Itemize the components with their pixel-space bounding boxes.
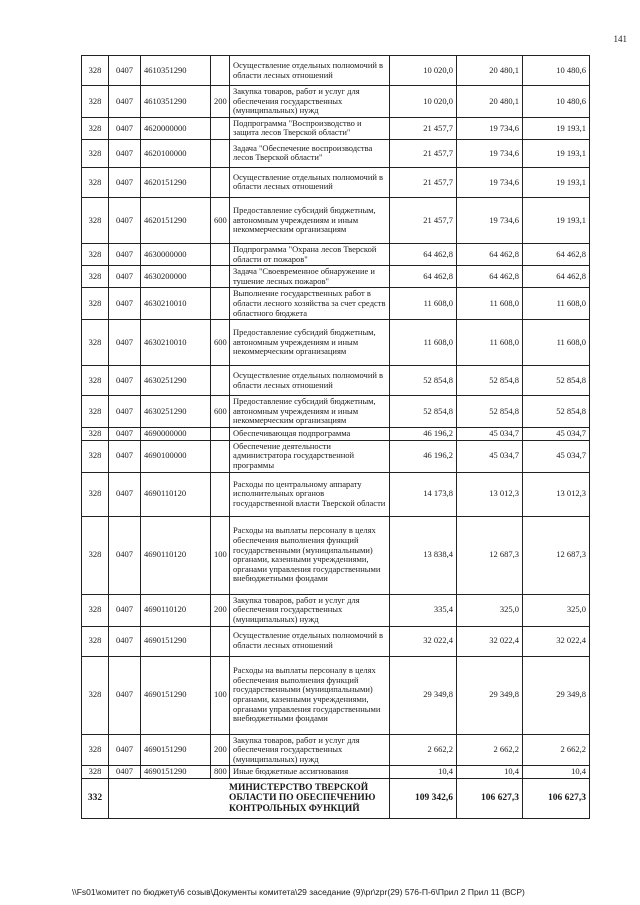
table-row	[82, 243, 590, 265]
amount-year-2-cell: 64 462,8	[457, 266, 523, 288]
table-row	[82, 56, 590, 86]
amount-year-1-cell: 21 457,7	[390, 117, 457, 139]
code-cell: 328	[82, 656, 109, 734]
code-cell: 328	[82, 56, 109, 86]
code-cell: 328	[82, 516, 109, 594]
target-article-cell: 4610351290	[141, 86, 211, 118]
target-article-cell: 4690100000	[141, 440, 211, 472]
amount-year-3-cell: 52 854,8	[523, 366, 590, 396]
expense-type-cell: 200	[211, 594, 230, 626]
target-article-cell: 4620000000	[141, 117, 211, 139]
total-year-1-cell: 109 342,6	[390, 778, 457, 818]
item-name-cell: Осуществление отдельных полномочий в области лесных отношений	[230, 167, 390, 197]
table-row	[82, 139, 590, 167]
amount-year-3-cell: 45 034,7	[523, 428, 590, 441]
section-code-cell: 0407	[109, 117, 141, 139]
amount-year-2-cell: 11 608,0	[457, 320, 523, 366]
amount-year-3-cell: 13 012,3	[523, 472, 590, 516]
section-code-cell: 0407	[109, 594, 141, 626]
amount-year-3-cell: 12 687,3	[523, 516, 590, 594]
code-cell: 328	[82, 197, 109, 243]
table-row	[82, 440, 590, 472]
code-cell: 328	[82, 243, 109, 265]
target-article-cell: 4690151290	[141, 626, 211, 656]
expense-type-cell	[211, 472, 230, 516]
table-row	[82, 516, 590, 594]
amount-year-3-cell: 45 034,7	[523, 440, 590, 472]
amount-year-1-cell: 11 608,0	[390, 288, 457, 320]
section-code-cell: 0407	[109, 396, 141, 428]
amount-year-3-cell: 64 462,8	[523, 243, 590, 265]
amount-year-2-cell: 20 480,1	[457, 56, 523, 86]
amount-year-1-cell: 13 838,4	[390, 516, 457, 594]
code-cell: 328	[82, 366, 109, 396]
expense-type-cell	[211, 266, 230, 288]
table-row	[82, 320, 590, 366]
amount-year-1-cell: 46 196,2	[390, 428, 457, 441]
item-name-cell: Осуществление отдельных полномочий в области лесных отношений	[230, 626, 390, 656]
item-name-cell: Осуществление отдельных полномочий в области лесных отношений	[230, 56, 390, 86]
expense-type-cell: 100	[211, 516, 230, 594]
table-row	[82, 734, 590, 766]
item-name-cell: Предоставление субсидий бюджетным, автономным учреждениям и иным некоммерческим организациям	[230, 197, 390, 243]
code-cell: 328	[82, 626, 109, 656]
amount-year-1-cell: 21 457,7	[390, 167, 457, 197]
code-cell: 328	[82, 396, 109, 428]
amount-year-2-cell: 32 022,4	[457, 626, 523, 656]
amount-year-2-cell: 20 480,1	[457, 86, 523, 118]
table-row	[82, 86, 590, 118]
target-article-cell: 4620151290	[141, 167, 211, 197]
total-year-2-cell: 106 627,3	[457, 778, 523, 818]
amount-year-2-cell: 52 854,8	[457, 396, 523, 428]
section-code-cell: 0407	[109, 626, 141, 656]
amount-year-2-cell: 11 608,0	[457, 288, 523, 320]
table-row	[82, 472, 590, 516]
code-cell: 328	[82, 320, 109, 366]
amount-year-2-cell: 52 854,8	[457, 366, 523, 396]
code-cell: 328	[82, 266, 109, 288]
target-article-cell: 4690151290	[141, 766, 211, 779]
item-name-cell: Подпрограмма "Охрана лесов Тверской области от пожаров"	[230, 243, 390, 265]
item-name-cell: Расходы на выплаты персоналу в целях обеспечения выполнения функций государственными (муниципальными) органами, казенными учреждениями, органами управления государственными внебюджетными фондами	[230, 516, 390, 594]
item-name-cell: Иные бюджетные ассигнования	[230, 766, 390, 779]
amount-year-3-cell: 11 608,0	[523, 320, 590, 366]
expense-type-cell	[211, 117, 230, 139]
table-row	[82, 366, 590, 396]
expense-type-cell	[211, 139, 230, 167]
table-row	[82, 266, 590, 288]
amount-year-2-cell: 325,0	[457, 594, 523, 626]
section-code-cell: 0407	[109, 440, 141, 472]
table-row	[82, 396, 590, 428]
section-code-cell: 0407	[109, 56, 141, 86]
amount-year-1-cell: 32 022,4	[390, 626, 457, 656]
amount-year-1-cell: 29 349,8	[390, 656, 457, 734]
section-code-cell: 0407	[109, 734, 141, 766]
target-article-cell: 4630251290	[141, 366, 211, 396]
code-cell: 328	[82, 734, 109, 766]
item-name-cell: Закупка товаров, работ и услуг для обеспечения государственных (муниципальных) нужд	[230, 594, 390, 626]
section-code-cell: 0407	[109, 197, 141, 243]
amount-year-3-cell: 19 193,1	[523, 117, 590, 139]
section-code-cell: 0407	[109, 366, 141, 396]
amount-year-2-cell: 12 687,3	[457, 516, 523, 594]
amount-year-1-cell: 21 457,7	[390, 197, 457, 243]
expense-type-cell	[211, 440, 230, 472]
amount-year-2-cell: 29 349,8	[457, 656, 523, 734]
code-cell: 328	[82, 288, 109, 320]
target-article-cell: 4630251290	[141, 396, 211, 428]
amount-year-1-cell: 2 662,2	[390, 734, 457, 766]
expense-type-cell	[211, 167, 230, 197]
expense-type-cell	[211, 243, 230, 265]
footer-file-path: \\Fs01\комитет по бюджету\6 созыв\Документы комитета\29 заседание (9)\pr\zpr(29) 576-П-6\Прил 2 Прил 11 (ВСР)	[72, 887, 525, 897]
amount-year-1-cell: 64 462,8	[390, 243, 457, 265]
amount-year-3-cell: 64 462,8	[523, 266, 590, 288]
expense-type-cell	[211, 288, 230, 320]
amount-year-1-cell: 11 608,0	[390, 320, 457, 366]
expense-type-cell	[211, 428, 230, 441]
amount-year-1-cell: 52 854,8	[390, 366, 457, 396]
amount-year-3-cell: 10 480,6	[523, 86, 590, 118]
code-cell: 328	[82, 766, 109, 779]
amount-year-3-cell: 32 022,4	[523, 626, 590, 656]
amount-year-2-cell: 19 734,6	[457, 167, 523, 197]
amount-year-2-cell: 2 662,2	[457, 734, 523, 766]
amount-year-3-cell: 10 480,6	[523, 56, 590, 86]
code-cell: 328	[82, 139, 109, 167]
amount-year-3-cell: 2 662,2	[523, 734, 590, 766]
expense-type-cell: 200	[211, 734, 230, 766]
amount-year-2-cell: 45 034,7	[457, 440, 523, 472]
expense-type-cell	[211, 56, 230, 86]
item-name-cell: Расходы по центральному аппарату исполнительных органов государственной власти Тверской области	[230, 472, 390, 516]
table-row	[82, 167, 590, 197]
target-article-cell: 4690000000	[141, 428, 211, 441]
section-code-cell: 0407	[109, 266, 141, 288]
budget-table-body	[82, 56, 590, 819]
section-code-cell: 0407	[109, 243, 141, 265]
code-cell: 328	[82, 117, 109, 139]
target-article-cell: 4690110120	[141, 472, 211, 516]
expense-type-cell: 600	[211, 197, 230, 243]
section-code-cell: 0407	[109, 167, 141, 197]
expense-type-cell: 800	[211, 766, 230, 779]
item-name-cell: Закупка товаров, работ и услуг для обеспечения государственных (муниципальных) нужд	[230, 734, 390, 766]
amount-year-3-cell: 325,0	[523, 594, 590, 626]
item-name-cell: Закупка товаров, работ и услуг для обеспечения государственных (муниципальных) нужд	[230, 86, 390, 118]
table-row	[82, 656, 590, 734]
section-code-cell: 0407	[109, 139, 141, 167]
amount-year-1-cell: 14 173,8	[390, 472, 457, 516]
total-name-cell: МИНИСТЕРСТВО ТВЕРСКОЙ ОБЛАСТИ ПО ОБЕСПЕЧЕНИЮ КОНТРОЛЬНЫХ ФУНКЦИЙ	[109, 778, 390, 818]
code-cell: 328	[82, 428, 109, 441]
item-name-cell: Задача "Обеспечение воспроизводства лесов Тверской области"	[230, 139, 390, 167]
section-code-cell: 0407	[109, 656, 141, 734]
amount-year-3-cell: 19 193,1	[523, 167, 590, 197]
code-cell: 328	[82, 472, 109, 516]
table-row	[82, 626, 590, 656]
amount-year-1-cell: 10 020,0	[390, 86, 457, 118]
item-name-cell: Подпрограмма "Воспроизводство и защита лесов Тверской области"	[230, 117, 390, 139]
target-article-cell: 4610351290	[141, 56, 211, 86]
code-cell: 328	[82, 86, 109, 118]
amount-year-1-cell: 10 020,0	[390, 56, 457, 86]
target-article-cell: 4620100000	[141, 139, 211, 167]
amount-year-3-cell: 52 854,8	[523, 396, 590, 428]
section-code-cell: 0407	[109, 320, 141, 366]
target-article-cell: 4630210010	[141, 288, 211, 320]
expense-type-cell: 600	[211, 320, 230, 366]
amount-year-1-cell: 46 196,2	[390, 440, 457, 472]
total-year-3-cell: 106 627,3	[523, 778, 590, 818]
expense-type-cell	[211, 626, 230, 656]
expense-type-cell	[211, 366, 230, 396]
expense-type-cell: 100	[211, 656, 230, 734]
amount-year-2-cell: 64 462,8	[457, 243, 523, 265]
amount-year-2-cell: 13 012,3	[457, 472, 523, 516]
code-cell: 328	[82, 594, 109, 626]
amount-year-1-cell: 10,4	[390, 766, 457, 779]
code-cell: 328	[82, 167, 109, 197]
amount-year-1-cell: 335,4	[390, 594, 457, 626]
amount-year-2-cell: 19 734,6	[457, 139, 523, 167]
table-row	[82, 117, 590, 139]
target-article-cell: 4690151290	[141, 734, 211, 766]
budget-table	[81, 55, 590, 819]
section-code-cell: 0407	[109, 428, 141, 441]
item-name-cell: Предоставление субсидий бюджетным, автономным учреждениям и иным некоммерческим организациям	[230, 320, 390, 366]
section-code-cell: 0407	[109, 472, 141, 516]
target-article-cell: 4690151290	[141, 656, 211, 734]
amount-year-3-cell: 19 193,1	[523, 197, 590, 243]
section-code-cell: 0407	[109, 288, 141, 320]
amount-year-2-cell: 45 034,7	[457, 428, 523, 441]
total-row	[82, 778, 590, 818]
amount-year-3-cell: 11 608,0	[523, 288, 590, 320]
amount-year-3-cell: 29 349,8	[523, 656, 590, 734]
table-row	[82, 766, 590, 779]
item-name-cell: Обеспечивающая подпрограмма	[230, 428, 390, 441]
table-row	[82, 197, 590, 243]
amount-year-3-cell: 19 193,1	[523, 139, 590, 167]
code-cell: 328	[82, 440, 109, 472]
target-article-cell: 4690110120	[141, 594, 211, 626]
target-article-cell: 4630210010	[141, 320, 211, 366]
amount-year-3-cell: 10,4	[523, 766, 590, 779]
amount-year-2-cell: 19 734,6	[457, 117, 523, 139]
target-article-cell: 4630200000	[141, 266, 211, 288]
item-name-cell: Задача "Своевременное обнаружение и тушение лесных пожаров"	[230, 266, 390, 288]
table-row	[82, 428, 590, 441]
table-row	[82, 288, 590, 320]
table-row	[82, 594, 590, 626]
item-name-cell: Предоставление субсидий бюджетным, автономным учреждениям и иным некоммерческим организациям	[230, 396, 390, 428]
expense-type-cell: 200	[211, 86, 230, 118]
amount-year-1-cell: 52 854,8	[390, 396, 457, 428]
amount-year-1-cell: 64 462,8	[390, 266, 457, 288]
target-article-cell: 4620151290	[141, 197, 211, 243]
item-name-cell: Осуществление отдельных полномочий в области лесных отношений	[230, 366, 390, 396]
section-code-cell: 0407	[109, 86, 141, 118]
amount-year-2-cell: 19 734,6	[457, 197, 523, 243]
expense-type-cell: 600	[211, 396, 230, 428]
target-article-cell: 4630000000	[141, 243, 211, 265]
amount-year-1-cell: 21 457,7	[390, 139, 457, 167]
page-number: 141	[613, 34, 627, 44]
item-name-cell: Обеспечение деятельности администратора государственной программы	[230, 440, 390, 472]
section-code-cell: 0407	[109, 516, 141, 594]
item-name-cell: Расходы на выплаты персоналу в целях обеспечения выполнения функций государственными (муниципальными) органами, казенными учреждениями, органами управления государственными внебюджетными фондами	[230, 656, 390, 734]
section-code-cell: 0407	[109, 766, 141, 779]
amount-year-2-cell: 10,4	[457, 766, 523, 779]
item-name-cell: Выполнение государственных работ в области лесного хозяйства за счет средств областного бюджета	[230, 288, 390, 320]
total-code-cell: 332	[82, 778, 109, 818]
target-article-cell: 4690110120	[141, 516, 211, 594]
